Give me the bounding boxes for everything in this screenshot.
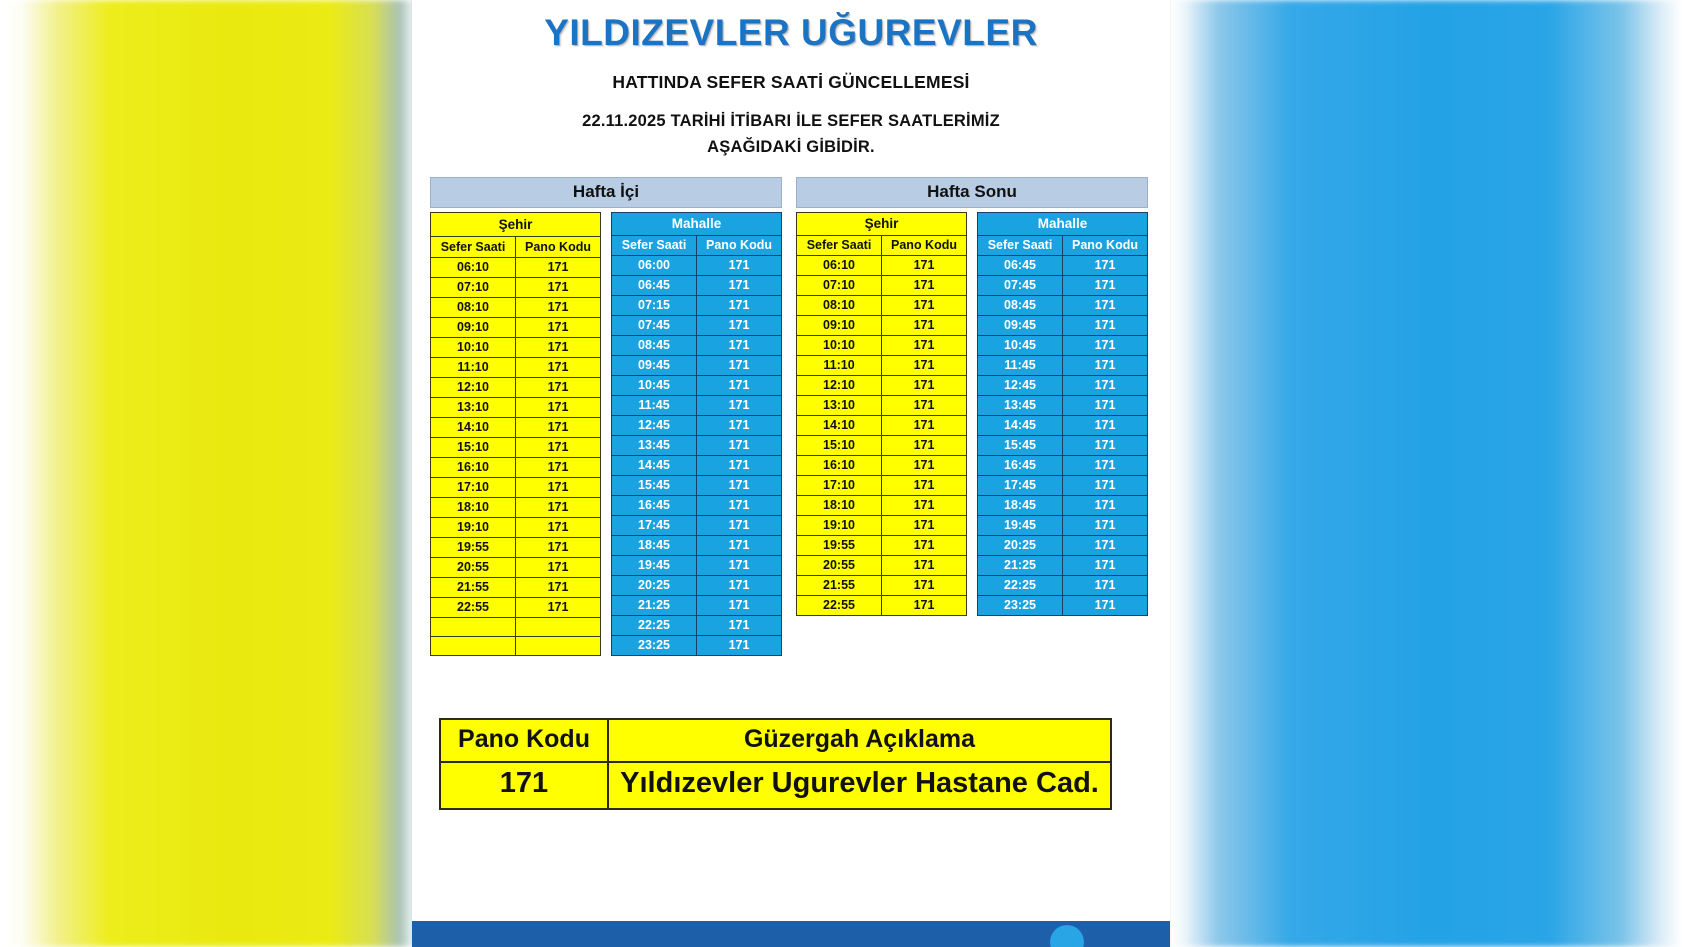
cell-sefer-saati: 17:10 — [431, 478, 516, 498]
cell-pano-kodu: 171 — [697, 456, 782, 476]
table-row — [978, 276, 1148, 296]
cell-sefer-saati: 10:10 — [431, 338, 516, 358]
table-row — [431, 618, 601, 637]
cell-pano-kodu: 171 — [516, 258, 601, 278]
cell-sefer-saati: 12:10 — [431, 378, 516, 398]
cell-pano-kodu — [516, 637, 601, 656]
cell-pano-kodu: 171 — [516, 338, 601, 358]
cell-sefer-saati: 21:25 — [612, 596, 697, 616]
table-row — [612, 376, 782, 396]
cell-pano-kodu: 171 — [697, 516, 782, 536]
cell-pano-kodu: 171 — [697, 576, 782, 596]
cell-sefer-saati: 13:45 — [978, 396, 1063, 416]
cell-sefer-saati: 13:10 — [431, 398, 516, 418]
cell-pano-kodu: 171 — [1063, 396, 1148, 416]
table-row — [797, 276, 967, 296]
cell-sefer-saati: 18:45 — [612, 536, 697, 556]
cell-pano-kodu: 171 — [697, 396, 782, 416]
cell-pano-kodu: 171 — [1063, 496, 1148, 516]
cell-sefer-saati: 16:10 — [797, 456, 882, 476]
cell-sefer-saati: 19:55 — [797, 536, 882, 556]
cell-pano-kodu: 171 — [1063, 256, 1148, 276]
legend-code-value: 171 — [440, 762, 608, 809]
cell-pano-kodu: 171 — [882, 456, 967, 476]
cell-sefer-saati: 17:45 — [612, 516, 697, 536]
table-row — [612, 516, 782, 536]
cell-sefer-saati: 14:45 — [978, 416, 1063, 436]
table-row — [797, 476, 967, 496]
poster-title: YILDIZEVLER UĞUREVLER — [544, 12, 1038, 53]
cell-pano-kodu: 171 — [882, 576, 967, 596]
timetable-sehir — [430, 212, 601, 656]
cell-sefer-saati: 23:25 — [612, 636, 697, 656]
cell-sefer-saati: 08:45 — [978, 296, 1063, 316]
table-row — [978, 536, 1148, 556]
table-row — [978, 316, 1148, 336]
cell-sefer-saati: 16:45 — [978, 456, 1063, 476]
table-row — [978, 576, 1148, 596]
cell-pano-kodu: 171 — [882, 516, 967, 536]
table-row — [797, 256, 967, 276]
cell-sefer-saati: 13:45 — [612, 436, 697, 456]
cell-pano-kodu: 171 — [697, 416, 782, 436]
table-row — [978, 456, 1148, 476]
table-row — [612, 316, 782, 336]
table-row — [978, 596, 1148, 616]
cell-sefer-saati: 21:25 — [978, 556, 1063, 576]
cell-pano-kodu: 171 — [882, 336, 967, 356]
cell-pano-kodu: 171 — [697, 296, 782, 316]
group-label: Mahalle — [978, 213, 1148, 236]
cell-sefer-saati: 07:15 — [612, 296, 697, 316]
cell-sefer-saati: 08:10 — [797, 296, 882, 316]
cell-sefer-saati: 15:10 — [431, 438, 516, 458]
legend-header-pano-kodu: Pano Kodu — [440, 719, 608, 762]
table-row — [431, 598, 601, 618]
cell-sefer-saati: 20:55 — [431, 558, 516, 578]
cell-pano-kodu: 171 — [882, 536, 967, 556]
table-row — [978, 476, 1148, 496]
cell-pano-kodu: 171 — [882, 316, 967, 336]
table-row — [612, 276, 782, 296]
cell-sefer-saati: 16:45 — [612, 496, 697, 516]
cell-sefer-saati: 12:45 — [612, 416, 697, 436]
legend-header-row — [440, 719, 1111, 762]
table-row — [431, 258, 601, 278]
table-row — [978, 496, 1148, 516]
group-label: Şehir — [431, 213, 601, 237]
legend-description-value: Yıldızevler Ugurevler Hastane Cad. — [608, 762, 1111, 809]
cell-pano-kodu: 171 — [1063, 316, 1148, 336]
cell-sefer-saati: 22:55 — [797, 596, 882, 616]
table-row — [978, 356, 1148, 376]
timetable-mahalle — [611, 212, 782, 656]
cell-sefer-saati: 12:45 — [978, 376, 1063, 396]
backdrop-right-blue — [1170, 0, 1682, 947]
cell-pano-kodu: 171 — [1063, 416, 1148, 436]
period-title: Hafta İçi — [430, 177, 782, 208]
table-row — [612, 476, 782, 496]
column-header-sefer-saati: Sefer Saati — [797, 236, 882, 256]
table-row — [978, 376, 1148, 396]
cell-pano-kodu: 171 — [697, 496, 782, 516]
cell-sefer-saati: 06:10 — [431, 258, 516, 278]
cell-sefer-saati: 20:25 — [978, 536, 1063, 556]
cell-sefer-saati: 11:10 — [797, 356, 882, 376]
cell-sefer-saati: 17:10 — [797, 476, 882, 496]
table-row — [612, 336, 782, 356]
cell-pano-kodu: 171 — [1063, 276, 1148, 296]
cell-pano-kodu: 171 — [1063, 476, 1148, 496]
table-row — [797, 536, 967, 556]
column-header-sefer-saati: Sefer Saati — [978, 236, 1063, 256]
cell-sefer-saati: 13:10 — [797, 396, 882, 416]
period-block-hafta-ici — [430, 177, 782, 656]
table-row — [797, 296, 967, 316]
table-row — [431, 418, 601, 438]
group-header-row — [797, 213, 967, 236]
cell-sefer-saati: 07:10 — [797, 276, 882, 296]
column-header-sefer-saati: Sefer Saati — [431, 237, 516, 258]
cell-sefer-saati: 08:45 — [612, 336, 697, 356]
timetable-groups — [430, 177, 1170, 656]
cell-pano-kodu: 171 — [882, 476, 967, 496]
poster-notice — [412, 109, 1170, 160]
legend-header-guzergah: Güzergah Açıklama — [608, 719, 1111, 762]
cell-sefer-saati: 14:45 — [612, 456, 697, 476]
cell-sefer-saati: 11:45 — [612, 396, 697, 416]
table-row — [797, 496, 967, 516]
cell-pano-kodu: 171 — [697, 376, 782, 396]
table-row — [797, 516, 967, 536]
table-row — [978, 416, 1148, 436]
cell-sefer-saati: 22:55 — [431, 598, 516, 618]
cell-sefer-saati: 19:10 — [431, 518, 516, 538]
cell-sefer-saati: 11:45 — [978, 356, 1063, 376]
cell-sefer-saati: 14:10 — [797, 416, 882, 436]
table-row — [431, 538, 601, 558]
table-row — [797, 316, 967, 336]
cell-pano-kodu: 171 — [882, 436, 967, 456]
table-row — [431, 318, 601, 338]
cell-pano-kodu: 171 — [882, 256, 967, 276]
table-row — [431, 298, 601, 318]
period-block-hafta-sonu — [796, 177, 1148, 616]
cell-sefer-saati: 10:45 — [612, 376, 697, 396]
cell-sefer-saati: 16:10 — [431, 458, 516, 478]
cell-sefer-saati: 21:55 — [431, 578, 516, 598]
table-row — [431, 398, 601, 418]
table-row — [612, 636, 782, 656]
cell-pano-kodu: 171 — [697, 356, 782, 376]
cell-pano-kodu: 171 — [882, 496, 967, 516]
cell-sefer-saati: 06:00 — [612, 256, 697, 276]
table-row — [612, 436, 782, 456]
cell-sefer-saati: 12:10 — [797, 376, 882, 396]
cell-sefer-saati: 09:45 — [978, 316, 1063, 336]
cell-sefer-saati: 10:10 — [797, 336, 882, 356]
route-legend-table — [439, 718, 1112, 810]
group-label: Şehir — [797, 213, 967, 236]
cell-pano-kodu: 171 — [1063, 576, 1148, 596]
cell-pano-kodu: 171 — [697, 336, 782, 356]
table-row — [978, 296, 1148, 316]
cell-sefer-saati: 22:25 — [978, 576, 1063, 596]
table-row — [431, 498, 601, 518]
timetable-poster — [412, 0, 1170, 947]
cell-pano-kodu: 171 — [697, 316, 782, 336]
group-label: Mahalle — [612, 213, 782, 236]
cell-sefer-saati: 08:10 — [431, 298, 516, 318]
table-row — [978, 556, 1148, 576]
cell-pano-kodu: 171 — [697, 536, 782, 556]
table-row — [431, 578, 601, 598]
cell-pano-kodu: 171 — [516, 458, 601, 478]
cell-sefer-saati: 14:10 — [431, 418, 516, 438]
cell-pano-kodu: 171 — [1063, 376, 1148, 396]
cell-pano-kodu: 171 — [882, 556, 967, 576]
cell-sefer-saati: 20:25 — [612, 576, 697, 596]
column-header-row — [978, 236, 1148, 256]
cell-sefer-saati: 15:45 — [612, 476, 697, 496]
table-row — [612, 496, 782, 516]
cell-sefer-saati: 09:45 — [612, 356, 697, 376]
timetable-mahalle — [977, 212, 1148, 616]
cell-pano-kodu: 171 — [697, 276, 782, 296]
column-header-row — [431, 237, 601, 258]
cell-pano-kodu: 171 — [697, 596, 782, 616]
cell-sefer-saati: 15:45 — [978, 436, 1063, 456]
table-row — [797, 596, 967, 616]
legend-value-row — [440, 762, 1111, 809]
table-row — [978, 256, 1148, 276]
cell-pano-kodu: 171 — [697, 256, 782, 276]
cell-pano-kodu: 171 — [516, 498, 601, 518]
cell-pano-kodu: 171 — [516, 438, 601, 458]
group-header-row — [978, 213, 1148, 236]
cell-pano-kodu: 171 — [697, 636, 782, 656]
cell-pano-kodu: 171 — [882, 356, 967, 376]
table-row — [612, 356, 782, 376]
table-row — [431, 478, 601, 498]
period-columns — [796, 212, 1148, 616]
circle-badge-icon — [1050, 925, 1084, 947]
cell-pano-kodu: 171 — [516, 418, 601, 438]
cell-sefer-saati: 19:45 — [978, 516, 1063, 536]
cell-pano-kodu: 171 — [1063, 356, 1148, 376]
cell-sefer-saati: 19:45 — [612, 556, 697, 576]
cell-pano-kodu: 171 — [516, 398, 601, 418]
cell-pano-kodu: 171 — [1063, 516, 1148, 536]
cell-sefer-saati: 23:25 — [978, 596, 1063, 616]
cell-pano-kodu: 171 — [882, 596, 967, 616]
cell-pano-kodu: 171 — [1063, 296, 1148, 316]
table-row — [612, 576, 782, 596]
table-row — [431, 278, 601, 298]
table-row — [612, 416, 782, 436]
column-header-sefer-saati: Sefer Saati — [612, 236, 697, 256]
period-columns — [430, 212, 782, 656]
cell-sefer-saati: 06:45 — [612, 276, 697, 296]
table-row — [797, 436, 967, 456]
column-header-row — [612, 236, 782, 256]
table-row — [978, 516, 1148, 536]
table-row — [797, 336, 967, 356]
cell-pano-kodu: 171 — [516, 378, 601, 398]
table-row — [431, 378, 601, 398]
table-row — [978, 396, 1148, 416]
table-row — [612, 256, 782, 276]
table-row — [431, 458, 601, 478]
column-header-pano-kodu: Pano Kodu — [882, 236, 967, 256]
column-header-pano-kodu: Pano Kodu — [697, 236, 782, 256]
cell-pano-kodu: 171 — [1063, 596, 1148, 616]
cell-pano-kodu: 171 — [516, 358, 601, 378]
cell-sefer-saati: 09:10 — [797, 316, 882, 336]
cell-sefer-saati: 10:45 — [978, 336, 1063, 356]
cell-sefer-saati: 06:45 — [978, 256, 1063, 276]
cell-pano-kodu — [516, 618, 601, 637]
cell-pano-kodu: 171 — [697, 476, 782, 496]
cell-sefer-saati: 07:10 — [431, 278, 516, 298]
table-row — [797, 396, 967, 416]
cell-pano-kodu: 171 — [516, 538, 601, 558]
cell-sefer-saati: 19:10 — [797, 516, 882, 536]
table-row — [612, 296, 782, 316]
cell-sefer-saati: 11:10 — [431, 358, 516, 378]
cell-pano-kodu: 171 — [1063, 556, 1148, 576]
cell-sefer-saati: 18:10 — [797, 496, 882, 516]
cell-pano-kodu: 171 — [882, 296, 967, 316]
cell-pano-kodu: 171 — [697, 556, 782, 576]
table-row — [797, 456, 967, 476]
table-row — [797, 376, 967, 396]
cell-pano-kodu: 171 — [516, 598, 601, 618]
poster-subtitle-line: HATTINDA SEFER SAATİ GÜNCELLEMESİ — [612, 72, 970, 92]
cell-sefer-saati: 19:55 — [431, 538, 516, 558]
cell-sefer-saati: 20:55 — [797, 556, 882, 576]
cell-pano-kodu: 171 — [882, 376, 967, 396]
cell-pano-kodu: 171 — [516, 518, 601, 538]
table-row — [431, 338, 601, 358]
table-row — [612, 456, 782, 476]
table-row — [612, 536, 782, 556]
group-header-row — [431, 213, 601, 237]
cell-sefer-saati: 18:45 — [978, 496, 1063, 516]
cell-sefer-saati — [431, 637, 516, 656]
table-row — [431, 518, 601, 538]
table-row — [431, 637, 601, 656]
poster-notice-line-2: AŞAĞIDAKİ GİBİDİR. — [707, 137, 875, 156]
cell-pano-kodu: 171 — [1063, 456, 1148, 476]
column-header-pano-kodu: Pano Kodu — [516, 237, 601, 258]
table-row — [797, 576, 967, 596]
cell-sefer-saati: 09:10 — [431, 318, 516, 338]
table-row — [797, 356, 967, 376]
cell-pano-kodu: 171 — [697, 616, 782, 636]
table-row — [612, 616, 782, 636]
bottom-blue-strip — [412, 921, 1170, 947]
cell-sefer-saati: 22:25 — [612, 616, 697, 636]
cell-pano-kodu: 171 — [516, 558, 601, 578]
cell-sefer-saati: 21:55 — [797, 576, 882, 596]
table-row — [978, 336, 1148, 356]
period-title: Hafta Sonu — [796, 177, 1148, 208]
cell-sefer-saati: 07:45 — [978, 276, 1063, 296]
table-row — [797, 556, 967, 576]
timetable-sehir — [796, 212, 967, 616]
table-row — [431, 358, 601, 378]
cell-sefer-saati: 15:10 — [797, 436, 882, 456]
cell-pano-kodu: 171 — [516, 318, 601, 338]
backdrop-left-yellow — [0, 0, 418, 947]
table-row — [612, 556, 782, 576]
cell-pano-kodu: 171 — [1063, 536, 1148, 556]
table-row — [612, 596, 782, 616]
cell-sefer-saati: 18:10 — [431, 498, 516, 518]
group-header-row — [612, 213, 782, 236]
table-row — [431, 438, 601, 458]
cell-pano-kodu: 171 — [516, 298, 601, 318]
cell-pano-kodu: 171 — [516, 278, 601, 298]
cell-pano-kodu: 171 — [516, 478, 601, 498]
column-header-row — [797, 236, 967, 256]
cell-pano-kodu: 171 — [882, 276, 967, 296]
poster-notice-line-1: 22.11.2025 TARİHİ İTİBARI İLE SEFER SAATLERİMİZ — [582, 112, 1000, 130]
cell-pano-kodu: 171 — [697, 436, 782, 456]
cell-pano-kodu: 171 — [1063, 436, 1148, 456]
table-row — [978, 436, 1148, 456]
cell-sefer-saati — [431, 618, 516, 637]
table-row — [612, 396, 782, 416]
cell-pano-kodu: 171 — [1063, 336, 1148, 356]
cell-pano-kodu: 171 — [882, 396, 967, 416]
table-row — [797, 416, 967, 436]
column-header-pano-kodu: Pano Kodu — [1063, 236, 1148, 256]
cell-pano-kodu: 171 — [516, 578, 601, 598]
cell-sefer-saati: 17:45 — [978, 476, 1063, 496]
table-row — [431, 558, 601, 578]
cell-sefer-saati: 06:10 — [797, 256, 882, 276]
cell-sefer-saati: 07:45 — [612, 316, 697, 336]
cell-pano-kodu: 171 — [882, 416, 967, 436]
